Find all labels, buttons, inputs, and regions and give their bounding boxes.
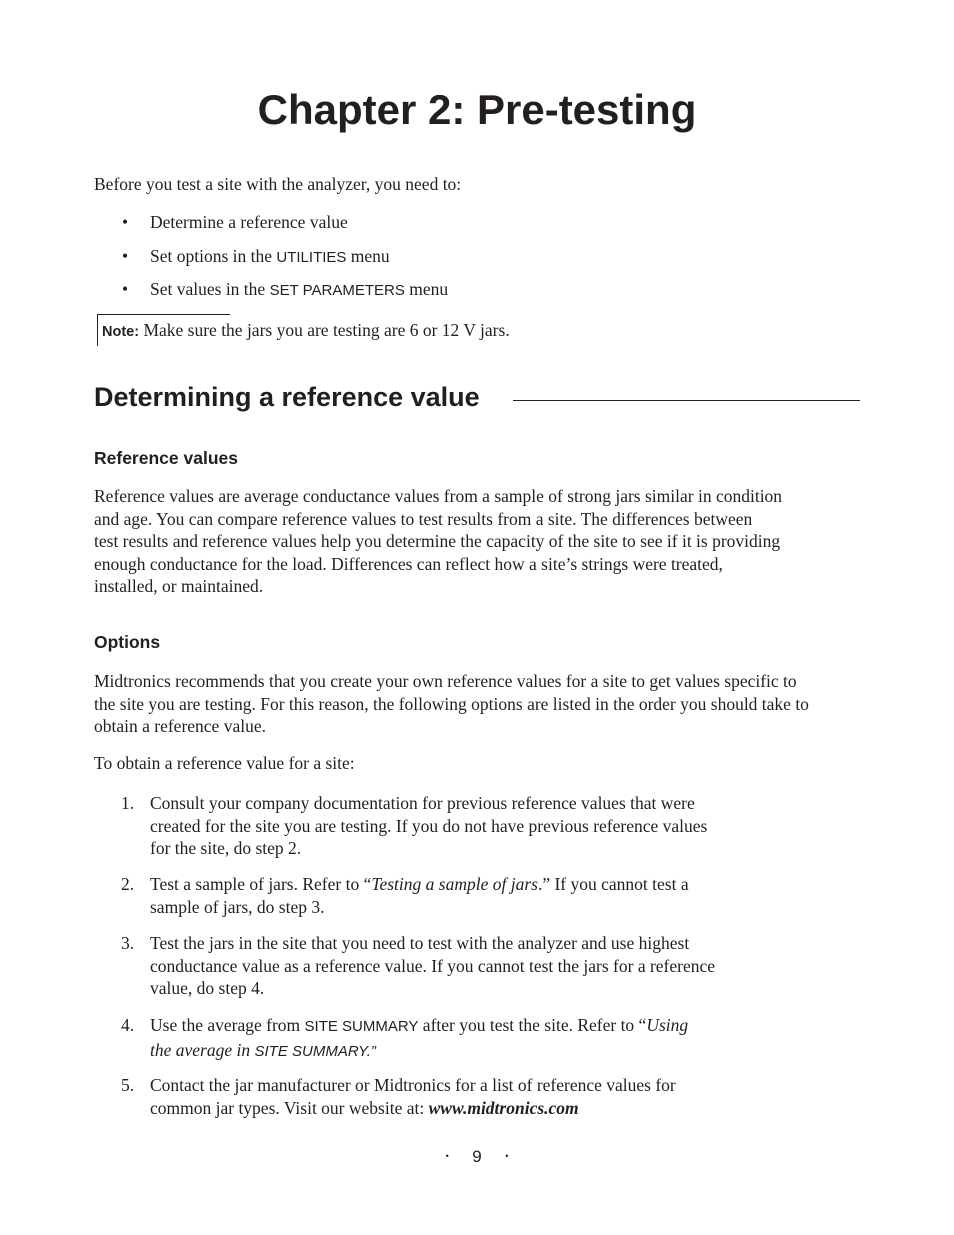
- page-footer: [0, 1145, 954, 1168]
- options-lead: To obtain a reference value for a site:: [94, 753, 355, 773]
- reference-values-paragraph: Reference values are average conductance values from a sample of strong jars similar in condition and age. You can compare reference values to test results from a site. The differences between test results and reference values help you determine the capacity of the site to see if it is providing enough conductance for the load. Differences can reflect how a site’s strings were treated, installed, or maintained.: [94, 486, 783, 596]
- subheading-reference-values: Reference values: [94, 448, 238, 468]
- step-number: 4.: [121, 1015, 135, 1035]
- menu-name-utilities: UTILITIES: [276, 249, 347, 266]
- options-paragraph: Midtronics recommends that you create your own reference values for a site to get values specific to the site you are testing. For this reason, the following options are listed in the order you should take to obtain a reference value.: [94, 671, 809, 736]
- bullet-text: Determine a reference value: [150, 212, 348, 232]
- menu-name-site-summary: SITE SUMMARY: [304, 1018, 419, 1035]
- step-text: Use the average from SITE SUMMARY after you test the site. Refer to “Using the average in SITE SUMMARY.”: [150, 1015, 689, 1060]
- cross-reference: Testing a sample of jars: [371, 874, 538, 894]
- bullet-icon: •: [122, 212, 129, 232]
- step-number: 3.: [121, 933, 135, 953]
- section-title: Determining a reference value: [94, 382, 480, 412]
- step-text: Test the jars in the site that you need to test with the analyzer and use highest conductance value as a reference value. If you cannot test the jars for a reference value, do step 4.: [150, 933, 716, 998]
- subheading-options: Options: [94, 632, 161, 652]
- page-number: 9: [472, 1147, 482, 1166]
- note-label: Note:: [102, 324, 140, 340]
- step-number: 1.: [121, 793, 135, 813]
- menu-name-set-parameters: SET PARAMETERS: [269, 282, 405, 299]
- step-text: Test a sample of jars. Refer to “Testing a sample of jars.” If you cannot test a sample of jars, do step 3.: [150, 874, 689, 917]
- footer-diamond-icon: •: [445, 1151, 449, 1161]
- bullet-icon: •: [122, 246, 129, 266]
- step-text: Consult your company documentation for previous reference values that were created for the site you are testing. If you do not have previous reference values for the site, do step 2.: [150, 793, 708, 858]
- intro-text: Before you test a site with the analyzer, you need to:: [94, 174, 462, 194]
- bullet-text: Set values in the SET PARAMETERS menu: [150, 279, 449, 299]
- chapter-title: Chapter 2: Pre-testing: [257, 86, 697, 133]
- bullet-icon: •: [122, 279, 129, 299]
- website-link[interactable]: www.midtronics.com: [428, 1097, 579, 1118]
- section-rule: [513, 400, 860, 401]
- note-border-left: [97, 314, 98, 346]
- bullet-text: Set options in the UTILITIES menu: [150, 246, 390, 266]
- note-border-top: [97, 314, 230, 315]
- step-number: 2.: [121, 874, 135, 894]
- step-number: 5.: [121, 1075, 135, 1095]
- note-box: [102, 319, 510, 343]
- footer-diamond-icon: •: [505, 1151, 509, 1161]
- step-text: Contact the jar manufacturer or Midtronics for a list of reference values for common jar types. Visit our website at: www.midtronics.com: [150, 1075, 676, 1118]
- note-text: Make sure the jars you are testing are 6 or 12 V jars.: [139, 320, 510, 340]
